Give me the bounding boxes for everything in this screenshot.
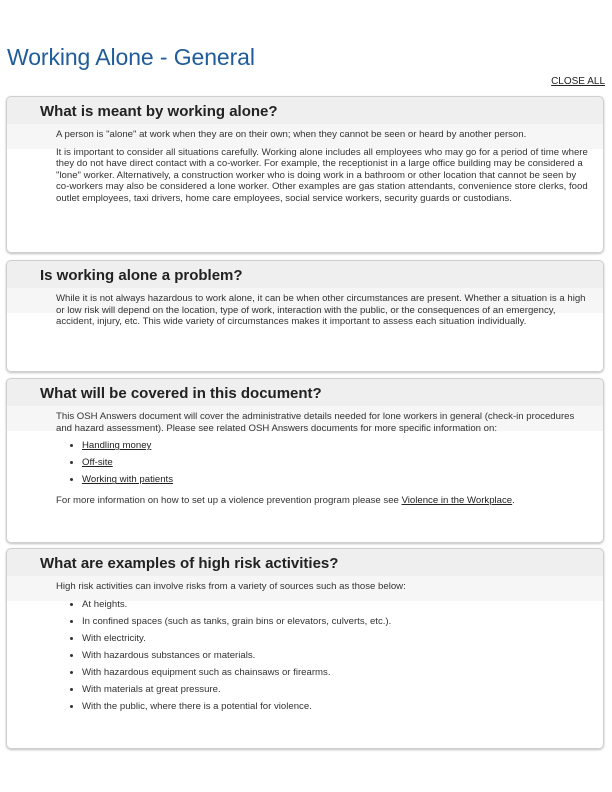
section-content <box>7 574 603 713</box>
paragraph: While it is not always hazardous to work alone, it can be when other circumstances are present. Whether a situation is a high or low risk will depend on the location, type of work, interaction with the public, or the consequences of an emergency, accident, injury, etc. This wide variety of circumstances makes it important to assess each situation individually. <box>56 293 586 328</box>
section-content <box>7 286 603 328</box>
link-working-with-patients[interactable]: Working with patients <box>82 474 174 486</box>
text: For more information on how to set up a violence prevention program please see <box>56 494 402 506</box>
paragraph: High risk activities can involve risks from a variety of sources such as those below: <box>56 581 406 592</box>
text: . <box>512 494 515 506</box>
section-document-coverage <box>6 378 604 543</box>
list-item <box>82 457 589 469</box>
section-working-alone-problem <box>6 260 604 372</box>
list-item <box>82 474 589 486</box>
link-violence-in-the-workplace[interactable]: Violence in the Workplace <box>401 494 513 506</box>
page-title: Working Alone - General <box>7 44 255 70</box>
paragraph: A person is "alone" at work when they are on their own; when they cannot be seen or heard by another person. <box>56 129 527 140</box>
related-links-list <box>56 440 589 486</box>
link-off-site[interactable]: Off-site <box>82 457 113 469</box>
list-item: • With hazardous equipment such as chainsaws or firearms. <box>82 667 589 679</box>
paragraph: This OSH Answers document will cover the administrative details needed for lone workers in general (check-in procedures and hazard assessment). Please see related OSH Answers documents for more specific information on: <box>56 411 575 434</box>
section-heading[interactable]: Is working alone a problem? <box>40 267 243 284</box>
close-all-link[interactable]: CLOSE ALL <box>551 76 605 87</box>
list-item: • In confined spaces (such as tanks, grain bins or elevators, culverts, etc.). <box>82 616 589 628</box>
section-heading[interactable]: What are examples of high risk activities? <box>40 555 339 572</box>
section-content <box>7 404 603 507</box>
list-item: • With electricity. <box>82 633 589 645</box>
list-item: • With the public, where there is a potential for violence. <box>82 701 589 713</box>
section-content <box>7 122 603 205</box>
section-high-risk-activities <box>6 548 604 749</box>
section-working-alone-definition <box>6 96 604 253</box>
list-item: • At heights. <box>82 599 589 611</box>
section-heading[interactable]: What will be covered in this document? <box>40 385 322 402</box>
link-handling-money[interactable]: Handling money <box>82 440 152 452</box>
section-heading[interactable]: What is meant by working alone? <box>40 103 278 120</box>
list-item <box>82 440 589 452</box>
list-item: • With materials at great pressure. <box>82 684 589 696</box>
paragraph <box>56 495 589 507</box>
paragraph: It is important to consider all situations carefully. Working alone includes all employees who may go for a period of time where they do not have direct contact with a co-worker. For example, the receptionist in a large office building may be considered a "lone" worker. Alternatively, a construction worker who is doing work in a bathroom or other location that cannot be seen by co-workers may also be considered a lone worker. Other examples are gas station attendants, convenience store clerks, food outlet employees, taxi drivers, home care employees, social service workers, security guards or custodians. <box>56 146 588 204</box>
list-item: • With hazardous substances or materials. <box>82 650 589 662</box>
risk-activities-list <box>56 599 589 713</box>
